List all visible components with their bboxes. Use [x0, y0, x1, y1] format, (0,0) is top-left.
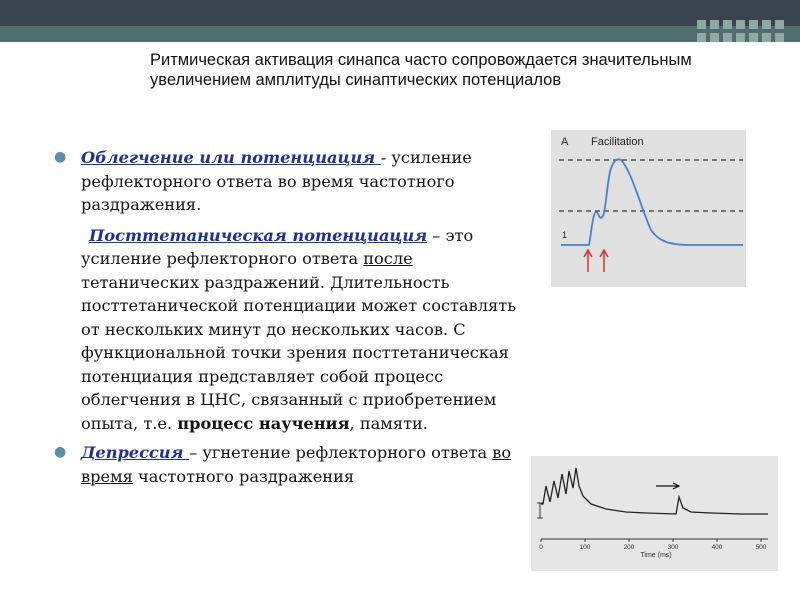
- decor-square: [697, 20, 706, 29]
- bullet-icon: ●: [54, 149, 67, 165]
- x-tick-label: 300: [667, 544, 679, 551]
- definition-text: тетанических раздражений. Длительность посттетанической потенциации может составлять от нескольких минут до нескольких часов. С функциональной точки зрения посттетаническая потенциация представляет собой процесс облегчения в ЦНС, связанный с приобретением опыта, т.е.: [81, 272, 517, 433]
- definition-text: – угнетение рефлекторного ответа: [189, 443, 493, 462]
- decor-square: [749, 20, 758, 29]
- definition-text: - усиление рефлекторного ответа во время частотного раздражения.: [81, 148, 472, 214]
- decor-square: [710, 20, 719, 29]
- decor-square: [762, 33, 771, 42]
- facilitation-figure: [551, 130, 746, 287]
- decor-square: [736, 33, 745, 42]
- depression-trace-line: [541, 468, 768, 514]
- decor-square: [749, 33, 758, 42]
- underlined-words-during: во время: [81, 443, 512, 486]
- slide-heading: Ритмическая активация синапса часто сопровождается значительным увеличением амплитуды синаптических потенциалов: [150, 51, 692, 89]
- x-axis-label: Time (ms): [640, 552, 672, 559]
- facilitation-label: Facilitation: [591, 136, 644, 148]
- slide-body: [54, 146, 524, 488]
- definition-text: – это усиление рефлекторного ответа: [81, 225, 474, 268]
- x-tick-label: 100: [579, 544, 591, 551]
- definition-text: частотного раздражения: [132, 466, 355, 486]
- depression-trace-svg: [531, 456, 778, 571]
- facilitation-trace-svg: [551, 130, 746, 287]
- baseline-marker: 1: [562, 230, 568, 240]
- paragraph-posttetanic: [54, 224, 524, 436]
- depression-figure: [531, 456, 778, 571]
- term-facilitation: Облегчение или потенциация: [81, 148, 381, 167]
- decor-square: [736, 20, 745, 29]
- decor-square: [697, 33, 706, 42]
- underlined-word-after: после: [363, 249, 413, 268]
- slide-header-bar: [0, 0, 800, 26]
- decor-square: [710, 33, 719, 42]
- bullet-item-depression: [54, 441, 524, 488]
- decor-square: [762, 20, 771, 29]
- term-depression: Депрессия: [81, 443, 190, 462]
- bold-learning-process: процесс научения: [177, 413, 350, 433]
- x-tick-label: 500: [755, 544, 767, 551]
- facilitation-trace-line: [561, 159, 743, 245]
- decor-square: [723, 33, 732, 42]
- x-tick-label: 0: [539, 544, 543, 551]
- bullet-item-facilitation: [54, 146, 524, 217]
- x-tick-label: 400: [711, 544, 723, 551]
- x-axis-ticks: [539, 539, 767, 551]
- slide-header-strip: [0, 26, 800, 42]
- decor-square: [775, 20, 784, 29]
- x-tick-label: 200: [623, 544, 635, 551]
- bullet-icon: ●: [54, 444, 67, 460]
- decor-square: [723, 20, 732, 29]
- panel-letter: A: [561, 136, 569, 148]
- decor-square: [775, 33, 784, 42]
- term-posttetanic-potentiation: Посттетаническая потенциация: [89, 225, 428, 245]
- definition-text: , памяти.: [349, 413, 428, 433]
